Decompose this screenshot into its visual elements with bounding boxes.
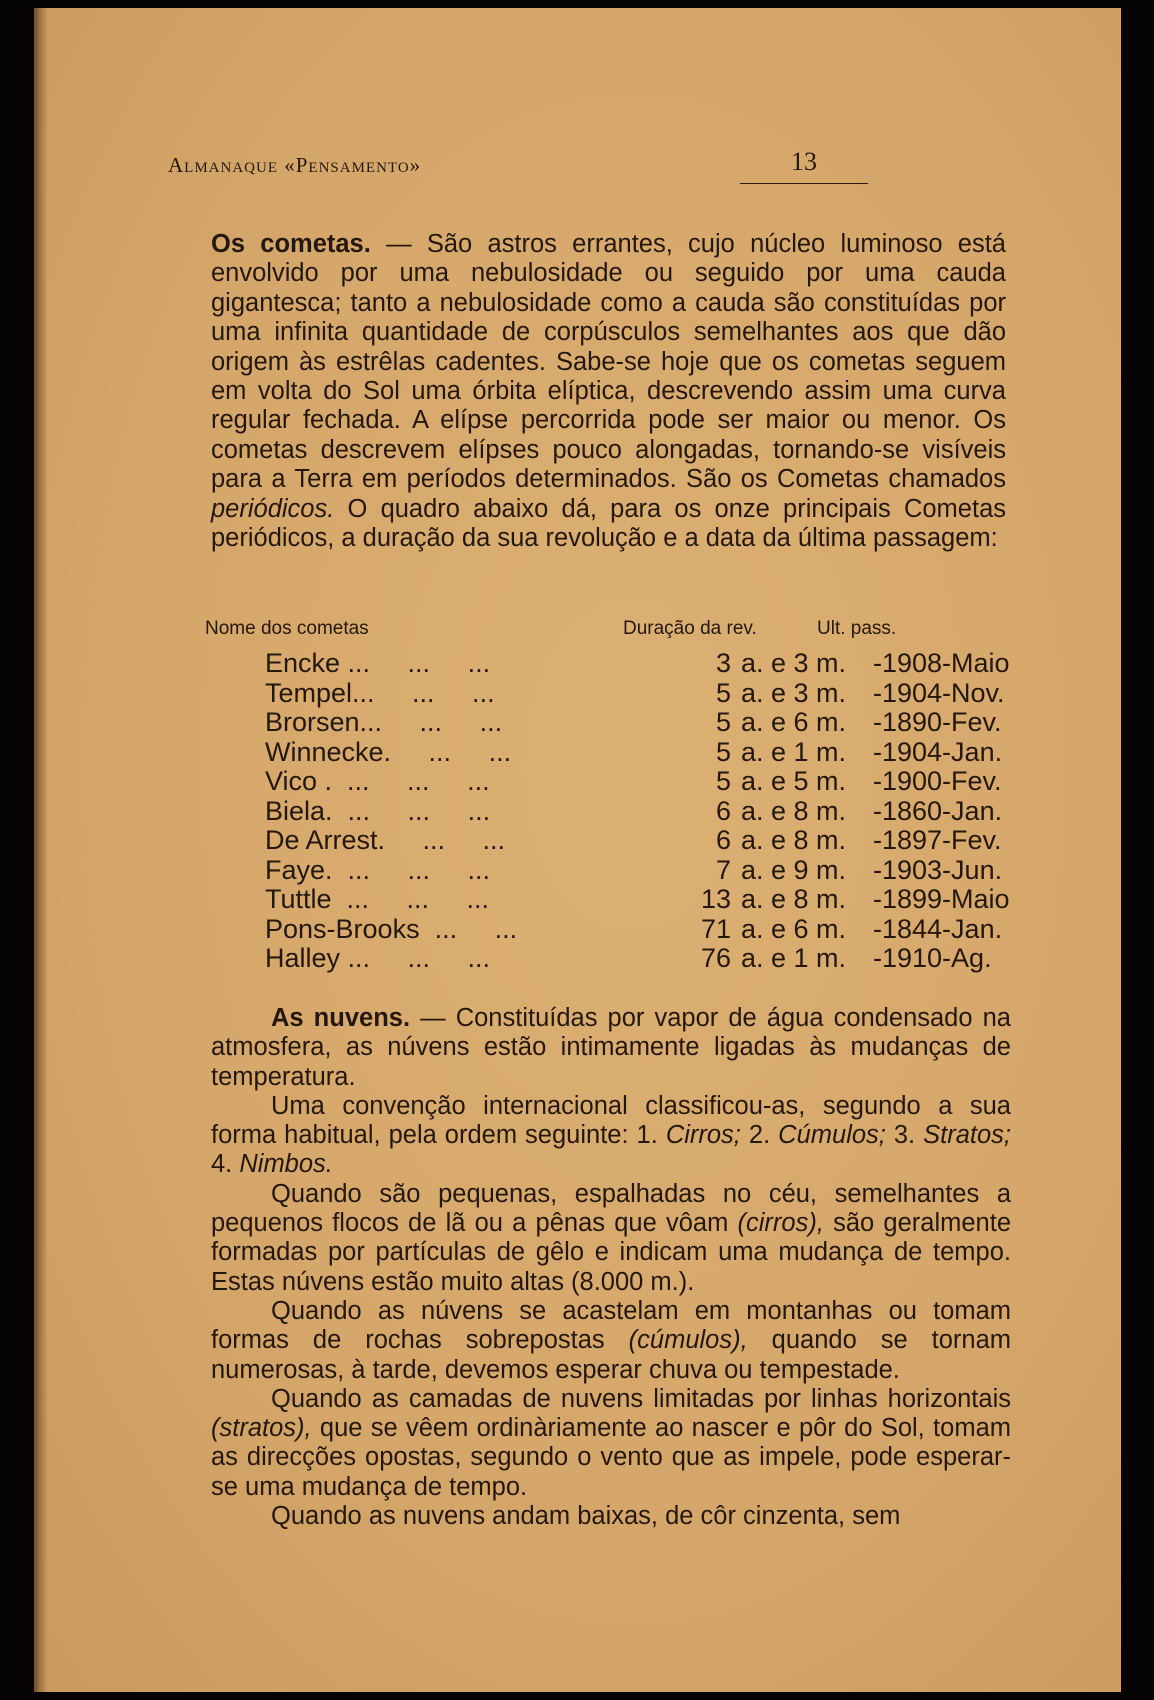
cirros-term: Cirros; xyxy=(665,1121,741,1150)
clouds-text-1: — Constituídas por vapor de água condensado na atmosfera, as núvens estão intimamente ligadas às mudanças de temperatura. xyxy=(211,1004,1011,1091)
clouds-paragraph-6: Quando as nuvens andam baixas, de côr cinzenta, sem xyxy=(271,1502,901,1531)
clouds-text-2a: Uma convenção internacional classificou-as, segundo a sua forma habitual, pela ordem seguinte: 1. xyxy=(211,1091,1011,1150)
years-value: 5 xyxy=(715,707,731,737)
clouds-text-4b: quando se tornam numerosas, à tarde, devemos esperar chuva ou tempestade. xyxy=(211,1326,1011,1384)
years-value: 76 xyxy=(700,943,731,973)
clouds-paragraph-2 xyxy=(211,1092,1011,1180)
comet-table xyxy=(205,618,1015,973)
last-passage: -1904-Nov. xyxy=(873,677,1005,708)
table-row xyxy=(205,914,1015,944)
header-last-pass: Ult. pass. xyxy=(817,618,897,639)
years-value: 5 xyxy=(715,736,731,767)
duration-rest: a. e 6 m. xyxy=(741,913,847,944)
last-passage: -1910-Ag. xyxy=(873,943,992,973)
years-value: 71 xyxy=(700,913,731,944)
years-value: 6 xyxy=(715,825,731,855)
duration-rest: a. e 8 m. xyxy=(741,884,847,914)
clouds-italic-5: (stratos), xyxy=(211,1414,312,1443)
clouds-italic-3: (cirros), xyxy=(737,1209,824,1238)
comet-name: Tempel... ... ... xyxy=(265,677,495,708)
header-duration: Duração da rev. xyxy=(623,618,757,639)
clouds-paragraph-3 xyxy=(211,1180,1011,1297)
table-row xyxy=(205,648,1015,678)
last-passage: -1890-Fev. xyxy=(873,707,1002,737)
comet-name: Brorsen... ... ... xyxy=(265,707,503,737)
comets-text-b: O quadro abaixo dá, para os onze principais Cometas periódicos, a duração da sua revolução e a data da última passagem: xyxy=(211,494,1006,553)
comet-name: Halley ... ... ... xyxy=(265,943,491,973)
table-row xyxy=(205,825,1015,855)
clouds-text-2b: 2. xyxy=(740,1121,779,1150)
duration-rest: a. e 3 m. xyxy=(741,677,847,708)
duration-rest: a. e 1 m. xyxy=(741,943,847,973)
table-row xyxy=(205,678,1015,708)
years-value: 5 xyxy=(715,677,731,708)
clouds-paragraph-1 xyxy=(211,1004,1011,1092)
table-row xyxy=(205,766,1015,796)
years-value: 13 xyxy=(700,884,731,914)
years-value: 7 xyxy=(715,854,731,885)
comet-table-body xyxy=(205,648,1015,973)
years-value: 5 xyxy=(715,766,731,796)
table-row xyxy=(205,943,1015,973)
clouds-text-5a: Quando as camadas de nuvens limitadas por linhas horizontais xyxy=(271,1384,1011,1413)
table-row xyxy=(205,707,1015,737)
comet-name: Faye. ... ... ... xyxy=(265,854,491,885)
clouds-paragraph-4 xyxy=(211,1297,1011,1385)
last-passage: -1860-Jan. xyxy=(873,795,1003,826)
comet-table-header xyxy=(205,618,1015,648)
last-passage: -1844-Jan. xyxy=(873,913,1003,944)
clouds-section xyxy=(211,1004,1011,1531)
page-spine-edge xyxy=(37,8,47,1692)
header-name: Nome dos cometas xyxy=(205,618,369,639)
comet-name: Winnecke. ... ... xyxy=(265,736,512,767)
clouds-paragraph-5 xyxy=(211,1385,1011,1502)
clouds-heading: As nuvens. xyxy=(271,1004,411,1032)
running-title: Almanaque «Pensamento» xyxy=(168,153,422,177)
last-passage: -1899-Maio xyxy=(873,884,1010,914)
duration-rest: a. e 8 m. xyxy=(741,795,847,826)
comets-italic: periódicos. xyxy=(211,494,335,523)
table-row xyxy=(205,855,1015,885)
nimbos-term: Nimbos. xyxy=(239,1150,333,1179)
table-row xyxy=(205,737,1015,767)
years-value: 6 xyxy=(715,795,731,826)
clouds-italic-4: (cúmulos), xyxy=(628,1326,748,1355)
comets-text-a: — São astros errantes, cujo núcleo luminoso está envolvido por uma nebulosidade ou seguido por uma cauda gigantesca; tanto a nebulosidade como a cauda são constituídas por uma infinita quantidade de corpúsculos semelhantes aos que dão origem às estrêlas cadentes. Sabe-se hoje que os cometas seguem em volta do Sol uma órbita elíptica, descrevendo assim uma curva regular fechada. A elípse percorrida pode ser maior ou menor. Os cometas descrevem elípses pouco alongadas, tornando-se visíveis para a Terra em períodos determinados. São os Cometas chamados xyxy=(211,230,1006,494)
clouds-text-5b: que se vêem ordinàriamente ao nascer e pôr do Sol, tomam as direcções opostas, segundo o vento que as impele, pode esperar-se uma mudança de tempo. xyxy=(211,1414,1011,1501)
duration-rest: a. e 3 m. xyxy=(741,648,847,678)
duration-rest: a. e 5 m. xyxy=(741,766,847,796)
stratos-term: Stratos; xyxy=(923,1121,1012,1150)
comets-paragraph xyxy=(211,230,1006,553)
comet-name: De Arrest. ... ... xyxy=(265,825,506,855)
last-passage: -1897-Fev. xyxy=(873,825,1002,855)
comet-name: Biela. ... ... ... xyxy=(265,795,491,826)
table-row xyxy=(205,796,1015,826)
last-passage: -1900-Fev. xyxy=(873,766,1002,796)
clouds-text-2d: 4. xyxy=(211,1150,240,1179)
duration-rest: a. e 9 m. xyxy=(741,854,847,885)
clouds-text-3b: são geralmente formadas por partículas de gêlo e indicam uma mudança de tempo. Estas núvens estão muito altas (8.000 m.). xyxy=(211,1209,1011,1296)
years-value: 3 xyxy=(715,648,731,678)
comet-name: Vico . ... ... ... xyxy=(265,766,490,796)
comet-name: Pons-Brooks ... ... xyxy=(265,913,518,944)
duration-rest: a. e 6 m. xyxy=(741,707,847,737)
comet-name: Encke ... ... ... xyxy=(265,648,491,678)
duration-rest: a. e 1 m. xyxy=(741,736,847,767)
clouds-text-4a: Quando as núvens se acastelam em montanhas ou tomam formas de rochas sobrepostas xyxy=(211,1296,1011,1355)
last-passage: -1903-Jun. xyxy=(873,854,1003,885)
page-number: 13 xyxy=(740,147,868,184)
book-page xyxy=(34,8,1121,1692)
table-row xyxy=(205,884,1015,914)
page-header xyxy=(168,147,946,187)
last-passage: -1904-Jan. xyxy=(873,736,1003,767)
duration-rest: a. e 8 m. xyxy=(741,825,847,855)
last-passage: -1908-Maio xyxy=(873,648,1010,678)
comet-name: Tuttle ... ... ... xyxy=(265,884,490,914)
clouds-text-3a: Quando são pequenas, espalhadas no céu, semelhantes a pequenos flocos de lã ou a pênas que vôam xyxy=(211,1179,1011,1238)
comets-heading: Os cometas. xyxy=(211,230,371,258)
cumulos-term: Cúmulos; xyxy=(778,1121,886,1150)
clouds-text-2c: 3. xyxy=(885,1121,924,1150)
